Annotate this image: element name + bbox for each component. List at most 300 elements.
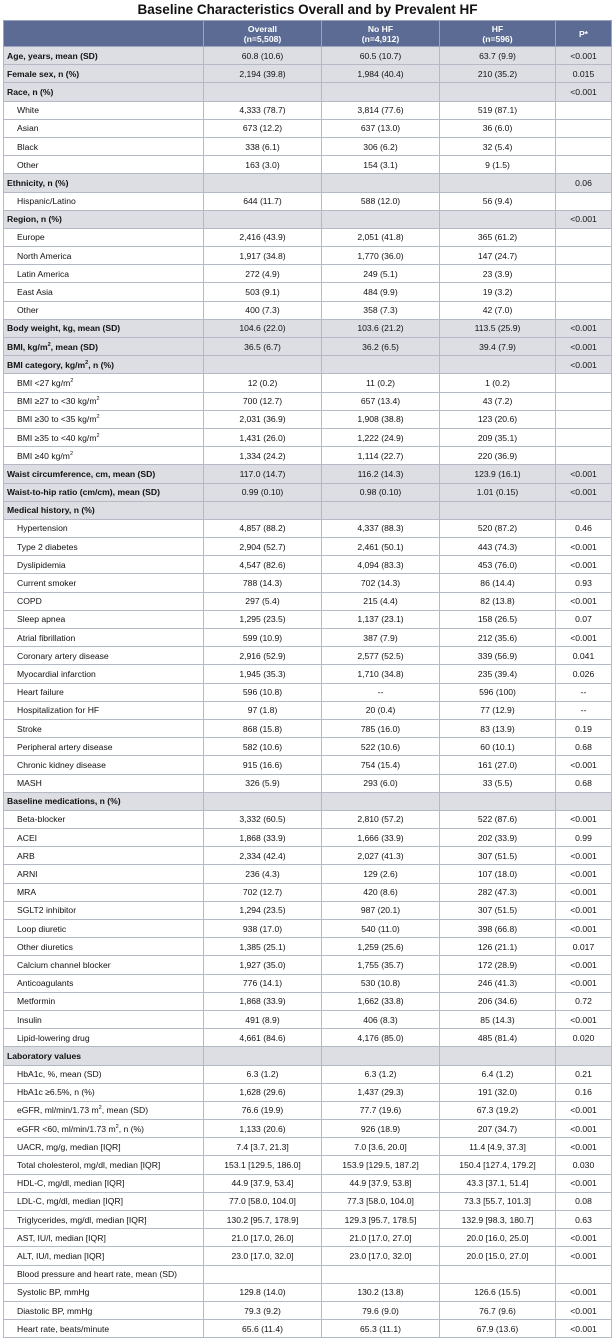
overall-cell: 163 (3.0) xyxy=(204,156,322,174)
no-hf-cell xyxy=(322,210,440,228)
overall-cell: 65.6 (11.4) xyxy=(204,1320,322,1338)
table-row xyxy=(4,1010,612,1028)
no-hf-cell: 387 (7.9) xyxy=(322,629,440,647)
table-row xyxy=(4,774,612,792)
p-value-cell: 0.46 xyxy=(556,519,612,537)
hf-cell: 246 (41.3) xyxy=(440,974,556,992)
row-label: UACR, mg/g, median [IQR] xyxy=(4,1138,204,1156)
no-hf-cell: 1,710 (34.8) xyxy=(322,665,440,683)
table-title: Baseline Characteristics Overall and by Prevalent HF xyxy=(137,2,478,17)
overall-cell: 1,868 (33.9) xyxy=(204,992,322,1010)
table-row xyxy=(4,629,612,647)
no-hf-cell: 4,337 (88.3) xyxy=(322,519,440,537)
p-value-cell: 0.63 xyxy=(556,1211,612,1229)
p-value-cell xyxy=(556,1047,612,1065)
p-value-cell: <0.001 xyxy=(556,210,612,228)
row-label: eGFR <60, ml/min/1.73 $m^2$, n (%) xyxy=(4,1120,204,1138)
p-value-cell xyxy=(556,247,612,265)
header-no-hf xyxy=(322,21,440,47)
hf-cell: 86 (14.4) xyxy=(440,574,556,592)
hf-cell xyxy=(440,210,556,228)
no-hf-cell xyxy=(322,1265,440,1283)
row-label: East Asia xyxy=(4,283,204,301)
row-label: MRA xyxy=(4,883,204,901)
header-overall-n: (n=5,508) xyxy=(243,33,282,44)
hf-cell: 596 (100) xyxy=(440,683,556,701)
p-value-cell xyxy=(556,137,612,155)
overall-cell: 868 (15.8) xyxy=(204,719,322,737)
table-row xyxy=(4,228,612,246)
overall-cell: 3,332 (60.5) xyxy=(204,810,322,828)
row-label: North America xyxy=(4,247,204,265)
overall-cell: 21.0 [17.0, 26.0] xyxy=(204,1229,322,1247)
overall-cell: 2,194 (39.8) xyxy=(204,65,322,83)
no-hf-cell xyxy=(322,792,440,810)
hf-cell: 282 (47.3) xyxy=(440,883,556,901)
p-value-cell: -- xyxy=(556,701,612,719)
overall-cell xyxy=(204,174,322,192)
no-hf-cell: 36.2 (6.5) xyxy=(322,338,440,356)
row-label: BMI ≥27 to <30 $kg/m^2$ xyxy=(4,392,204,410)
row-label: Sleep apnea xyxy=(4,610,204,628)
header-hf xyxy=(440,21,556,47)
row-label: Other diuretics xyxy=(4,938,204,956)
overall-cell: 1,945 (35.3) xyxy=(204,665,322,683)
hf-cell xyxy=(440,1265,556,1283)
no-hf-cell: -- xyxy=(322,683,440,701)
no-hf-cell: 65.3 (11.1) xyxy=(322,1320,440,1338)
no-hf-cell: 20 (0.4) xyxy=(322,701,440,719)
row-label: Triglycerides, mg/dl, median [IQR] xyxy=(4,1211,204,1229)
overall-cell: 1,927 (35.0) xyxy=(204,956,322,974)
overall-cell: 79.3 (9.2) xyxy=(204,1301,322,1319)
overall-cell: 702 (12.7) xyxy=(204,883,322,901)
row-label: Lipid-lowering drug xyxy=(4,1029,204,1047)
row-label: Black xyxy=(4,137,204,155)
table-row xyxy=(4,701,612,719)
p-value-cell: <0.001 xyxy=(556,483,612,501)
no-hf-cell: 540 (11.0) xyxy=(322,920,440,938)
p-value-cell: <0.001 xyxy=(556,756,612,774)
header-overall-label: Overall xyxy=(247,23,278,34)
header-hf-n: (n=596) xyxy=(482,33,513,44)
hf-cell: 23 (3.9) xyxy=(440,265,556,283)
hf-cell: 33 (5.5) xyxy=(440,774,556,792)
p-value-cell: 0.030 xyxy=(556,1156,612,1174)
overall-cell: 599 (10.9) xyxy=(204,629,322,647)
row-label: Myocardial infarction xyxy=(4,665,204,683)
table-row xyxy=(4,920,612,938)
p-value-cell xyxy=(556,265,612,283)
table-row xyxy=(4,647,612,665)
no-hf-cell: 484 (9.9) xyxy=(322,283,440,301)
header-no-hf-label: No HF xyxy=(367,23,394,34)
header-overall xyxy=(204,21,322,47)
p-value-cell: -- xyxy=(556,683,612,701)
overall-cell: 272 (4.9) xyxy=(204,265,322,283)
table-row xyxy=(4,1101,612,1119)
table-row xyxy=(4,410,612,428)
overall-cell: 776 (14.1) xyxy=(204,974,322,992)
p-value-cell: <0.001 xyxy=(556,1138,612,1156)
overall-cell: 1,294 (23.5) xyxy=(204,901,322,919)
table-row xyxy=(4,1156,612,1174)
overall-cell xyxy=(204,356,322,374)
overall-cell: 1,133 (20.6) xyxy=(204,1120,322,1138)
overall-cell: 0.99 (0.10) xyxy=(204,483,322,501)
no-hf-cell xyxy=(322,174,440,192)
row-label: Race, n (%) xyxy=(4,83,204,101)
no-hf-cell xyxy=(322,83,440,101)
row-label: Other xyxy=(4,301,204,319)
overall-cell: 673 (12.2) xyxy=(204,119,322,137)
no-hf-cell: 215 (4.4) xyxy=(322,592,440,610)
hf-cell: 39.4 (7.9) xyxy=(440,338,556,356)
overall-cell: 129.8 (14.0) xyxy=(204,1283,322,1301)
no-hf-cell: 1,755 (35.7) xyxy=(322,956,440,974)
table-row xyxy=(4,865,612,883)
row-label: LDL-C, mg/dl, median [IQR] xyxy=(4,1192,204,1210)
no-hf-cell: 657 (13.4) xyxy=(322,392,440,410)
p-value-cell: <0.001 xyxy=(556,1120,612,1138)
table-row xyxy=(4,247,612,265)
row-label: Heart rate, beats/minute xyxy=(4,1320,204,1338)
no-hf-cell: 44.9 [37.9, 53.8] xyxy=(322,1174,440,1192)
row-label: Age, years, mean (SD) xyxy=(4,47,204,65)
hf-cell: 307 (51.5) xyxy=(440,901,556,919)
hf-cell: 11.4 [4.9, 37.3] xyxy=(440,1138,556,1156)
row-label: BMI category, $kg/m^2$, n (%) xyxy=(4,356,204,374)
no-hf-cell: 4,176 (85.0) xyxy=(322,1029,440,1047)
overall-cell: 2,334 (42.4) xyxy=(204,847,322,865)
table-row xyxy=(4,1083,612,1101)
overall-cell: 153.1 [129.5, 186.0] xyxy=(204,1156,322,1174)
section-row xyxy=(4,83,612,101)
hf-cell: 9 (1.5) xyxy=(440,156,556,174)
hf-cell: 6.4 (1.2) xyxy=(440,1065,556,1083)
p-value-cell: <0.001 xyxy=(556,338,612,356)
overall-cell: 104.6 (22.0) xyxy=(204,319,322,337)
p-value-cell: <0.001 xyxy=(556,465,612,483)
hf-cell: 123 (20.6) xyxy=(440,410,556,428)
hf-cell: 77 (12.9) xyxy=(440,701,556,719)
hf-cell: 522 (87.6) xyxy=(440,810,556,828)
row-label: Body weight, kg, mean (SD) xyxy=(4,319,204,337)
overall-cell: 1,334 (24.2) xyxy=(204,447,322,465)
hf-cell: 20.0 [15.0, 27.0] xyxy=(440,1247,556,1265)
no-hf-cell: 406 (8.3) xyxy=(322,1010,440,1028)
p-value-cell: 0.026 xyxy=(556,665,612,683)
p-value-cell xyxy=(556,792,612,810)
no-hf-cell: 588 (12.0) xyxy=(322,192,440,210)
table-row xyxy=(4,974,612,992)
overall-cell: 644 (11.7) xyxy=(204,192,322,210)
no-hf-cell: 3,814 (77.6) xyxy=(322,101,440,119)
overall-cell: 23.0 [17.0, 32.0] xyxy=(204,1247,322,1265)
p-value-cell: <0.001 xyxy=(556,629,612,647)
no-hf-cell: 1,984 (40.4) xyxy=(322,65,440,83)
row-label: AST, IU/l, median [IQR] xyxy=(4,1229,204,1247)
hf-cell: 443 (74.3) xyxy=(440,538,556,556)
no-hf-cell: 1,222 (24.9) xyxy=(322,428,440,446)
section-row xyxy=(4,792,612,810)
overall-cell xyxy=(204,1047,322,1065)
overall-cell: 97 (1.8) xyxy=(204,701,322,719)
hf-cell: 1 (0.2) xyxy=(440,374,556,392)
hf-cell: 202 (33.9) xyxy=(440,829,556,847)
p-value-cell: <0.001 xyxy=(556,592,612,610)
hf-cell xyxy=(440,1047,556,1065)
row-label: BMI, $kg/m^2$, mean (SD) xyxy=(4,338,204,356)
p-value-cell: <0.001 xyxy=(556,974,612,992)
no-hf-cell: 23.0 [17.0, 32.0] xyxy=(322,1247,440,1265)
table-row xyxy=(4,283,612,301)
no-hf-cell: 1,114 (22.7) xyxy=(322,447,440,465)
row-label: Hospitalization for HF xyxy=(4,701,204,719)
row-label: Beta-blocker xyxy=(4,810,204,828)
no-hf-cell: 129.3 [95.7, 178.5] xyxy=(322,1211,440,1229)
overall-cell: 297 (5.4) xyxy=(204,592,322,610)
row-label: ALT, IU/l, median [IQR] xyxy=(4,1247,204,1265)
overall-cell xyxy=(204,792,322,810)
p-value-cell xyxy=(556,501,612,519)
overall-cell xyxy=(204,83,322,101)
row-label: ACEI xyxy=(4,829,204,847)
overall-cell: 2,916 (52.9) xyxy=(204,647,322,665)
no-hf-cell: 1,437 (29.3) xyxy=(322,1083,440,1101)
p-value-cell: 0.07 xyxy=(556,610,612,628)
p-value-cell: <0.001 xyxy=(556,1247,612,1265)
hf-cell: 126 (21.1) xyxy=(440,938,556,956)
p-value-cell: <0.001 xyxy=(556,865,612,883)
p-value-cell: 0.16 xyxy=(556,1083,612,1101)
section-row xyxy=(4,356,612,374)
row-label: Atrial fibrillation xyxy=(4,629,204,647)
row-label: HbA1c, %, mean (SD) xyxy=(4,1065,204,1083)
hf-cell: 73.3 [55.7, 101.3] xyxy=(440,1192,556,1210)
row-label: Latin America xyxy=(4,265,204,283)
overall-cell: 4,333 (78.7) xyxy=(204,101,322,119)
row-label: Dyslipidemia xyxy=(4,556,204,574)
overall-cell: 582 (10.6) xyxy=(204,738,322,756)
section-row xyxy=(4,319,612,337)
overall-cell: 1,628 (29.6) xyxy=(204,1083,322,1101)
row-label: Insulin xyxy=(4,1010,204,1028)
no-hf-cell: 60.5 (10.7) xyxy=(322,47,440,65)
table-row xyxy=(4,556,612,574)
table-row xyxy=(4,265,612,283)
p-value-cell xyxy=(556,374,612,392)
overall-cell: 7.4 [3.7, 21.3] xyxy=(204,1138,322,1156)
p-value-cell: <0.001 xyxy=(556,1174,612,1192)
table-row xyxy=(4,1065,612,1083)
hf-cell: 150.4 [127.4, 179.2] xyxy=(440,1156,556,1174)
hf-cell: 398 (66.8) xyxy=(440,920,556,938)
section-row xyxy=(4,1047,612,1065)
no-hf-cell: 79.6 (9.0) xyxy=(322,1301,440,1319)
no-hf-cell: 153.9 [129.5, 187.2] xyxy=(322,1156,440,1174)
table-row xyxy=(4,119,612,137)
overall-cell: 503 (9.1) xyxy=(204,283,322,301)
row-label: Female sex, n (%) xyxy=(4,65,204,83)
header-characteristic xyxy=(4,21,204,47)
no-hf-cell: 293 (6.0) xyxy=(322,774,440,792)
p-value-cell xyxy=(556,228,612,246)
table-row xyxy=(4,1211,612,1229)
no-hf-cell: 2,577 (52.5) xyxy=(322,647,440,665)
table-row xyxy=(4,538,612,556)
p-value-cell: <0.001 xyxy=(556,1010,612,1028)
p-value-cell: <0.001 xyxy=(556,356,612,374)
hf-cell xyxy=(440,356,556,374)
hf-cell: 42 (7.0) xyxy=(440,301,556,319)
hf-cell: 36 (6.0) xyxy=(440,119,556,137)
row-label: BMI ≥35 to <40 $kg/m^2$ xyxy=(4,428,204,446)
p-value-cell: 0.020 xyxy=(556,1029,612,1047)
hf-cell: 1.01 (0.15) xyxy=(440,483,556,501)
table-row xyxy=(4,301,612,319)
table-row xyxy=(4,810,612,828)
p-value-cell xyxy=(556,283,612,301)
no-hf-cell: 420 (8.6) xyxy=(322,883,440,901)
no-hf-cell: 754 (15.4) xyxy=(322,756,440,774)
overall-cell: 1,431 (26.0) xyxy=(204,428,322,446)
no-hf-cell: 11 (0.2) xyxy=(322,374,440,392)
table-row xyxy=(4,683,612,701)
no-hf-cell: 7.0 [3.6, 20.0] xyxy=(322,1138,440,1156)
table-row xyxy=(4,1229,612,1247)
overall-cell: 4,857 (88.2) xyxy=(204,519,322,537)
overall-cell: 76.6 (19.9) xyxy=(204,1101,322,1119)
row-label: COPD xyxy=(4,592,204,610)
table-row xyxy=(4,883,612,901)
hf-cell: 56 (9.4) xyxy=(440,192,556,210)
row-label: Blood pressure and heart rate, mean (SD) xyxy=(4,1265,204,1283)
hf-cell: 191 (32.0) xyxy=(440,1083,556,1101)
p-value-cell xyxy=(556,192,612,210)
row-label: Coronary artery disease xyxy=(4,647,204,665)
hf-cell: 83 (13.9) xyxy=(440,719,556,737)
table-row xyxy=(4,1247,612,1265)
p-value-cell: 0.015 xyxy=(556,65,612,83)
no-hf-cell: 2,461 (50.1) xyxy=(322,538,440,556)
hf-cell: 76.7 (9.6) xyxy=(440,1301,556,1319)
row-label: Other xyxy=(4,156,204,174)
row-label: Chronic kidney disease xyxy=(4,756,204,774)
table-row xyxy=(4,447,612,465)
overall-cell: 491 (8.9) xyxy=(204,1010,322,1028)
table-row xyxy=(4,665,612,683)
hf-cell: 209 (35.1) xyxy=(440,428,556,446)
overall-cell: 117.0 (14.7) xyxy=(204,465,322,483)
hf-cell: 339 (56.9) xyxy=(440,647,556,665)
section-row xyxy=(4,465,612,483)
section-row xyxy=(4,501,612,519)
p-value-cell xyxy=(556,447,612,465)
header-p-label: P* xyxy=(578,28,589,39)
hf-cell: 19 (3.2) xyxy=(440,283,556,301)
hf-cell: 67.3 (19.2) xyxy=(440,1101,556,1119)
no-hf-cell: 2,027 (41.3) xyxy=(322,847,440,865)
table-row xyxy=(4,1301,612,1319)
row-label: HDL-C, mg/dl, median [IQR] xyxy=(4,1174,204,1192)
row-label: Hypertension xyxy=(4,519,204,537)
hf-cell: 519 (87.1) xyxy=(440,101,556,119)
p-value-cell: 0.017 xyxy=(556,938,612,956)
p-value-cell xyxy=(556,301,612,319)
hf-cell: 132.9 [98.3, 180.7] xyxy=(440,1211,556,1229)
p-value-cell: <0.001 xyxy=(556,810,612,828)
overall-cell: 77.0 [58.0, 104.0] xyxy=(204,1192,322,1210)
row-label: Calcium channel blocker xyxy=(4,956,204,974)
no-hf-cell xyxy=(322,501,440,519)
overall-cell: 60.8 (10.6) xyxy=(204,47,322,65)
p-value-cell: <0.001 xyxy=(556,1101,612,1119)
p-value-cell: 0.99 xyxy=(556,829,612,847)
no-hf-cell: 987 (20.1) xyxy=(322,901,440,919)
p-value-cell: <0.001 xyxy=(556,901,612,919)
hf-cell: 60 (10.1) xyxy=(440,738,556,756)
p-value-cell: <0.001 xyxy=(556,956,612,974)
row-label: Heart failure xyxy=(4,683,204,701)
header-row xyxy=(4,21,612,47)
overall-cell: 1,917 (34.8) xyxy=(204,247,322,265)
no-hf-cell: 2,810 (57.2) xyxy=(322,810,440,828)
no-hf-cell: 249 (5.1) xyxy=(322,265,440,283)
row-label: eGFR, ml/min/1.73 $m^2$, mean (SD) xyxy=(4,1101,204,1119)
table-row xyxy=(4,738,612,756)
section-row xyxy=(4,338,612,356)
no-hf-cell: 0.98 (0.10) xyxy=(322,483,440,501)
hf-cell xyxy=(440,792,556,810)
table-row xyxy=(4,428,612,446)
row-label: Peripheral artery disease xyxy=(4,738,204,756)
hf-cell: 43 (7.2) xyxy=(440,392,556,410)
no-hf-cell: 21.0 [17.0, 27.0] xyxy=(322,1229,440,1247)
overall-cell xyxy=(204,501,322,519)
hf-cell: 63.7 (9.9) xyxy=(440,47,556,65)
overall-cell: 1,385 (25.1) xyxy=(204,938,322,956)
no-hf-cell: 154 (3.1) xyxy=(322,156,440,174)
p-value-cell: <0.001 xyxy=(556,538,612,556)
no-hf-cell: 2,051 (41.8) xyxy=(322,228,440,246)
overall-cell: 1,868 (33.9) xyxy=(204,829,322,847)
overall-cell: 2,904 (52.7) xyxy=(204,538,322,556)
row-label: White xyxy=(4,101,204,119)
hf-cell: 212 (35.6) xyxy=(440,629,556,647)
table-header xyxy=(4,21,612,47)
row-label: Stroke xyxy=(4,719,204,737)
p-value-cell xyxy=(556,101,612,119)
table-row xyxy=(4,829,612,847)
no-hf-cell: 129 (2.6) xyxy=(322,865,440,883)
overall-cell: 6.3 (1.2) xyxy=(204,1065,322,1083)
hf-cell: 85 (14.3) xyxy=(440,1010,556,1028)
header-p-value xyxy=(556,21,612,47)
p-value-cell: <0.001 xyxy=(556,1301,612,1319)
no-hf-cell: 785 (16.0) xyxy=(322,719,440,737)
p-value-cell: <0.001 xyxy=(556,1229,612,1247)
overall-cell: 338 (6.1) xyxy=(204,137,322,155)
hf-cell: 107 (18.0) xyxy=(440,865,556,883)
no-hf-cell: 1,662 (33.8) xyxy=(322,992,440,1010)
overall-cell: 938 (17.0) xyxy=(204,920,322,938)
p-value-cell: <0.001 xyxy=(556,47,612,65)
no-hf-cell: 1,908 (38.8) xyxy=(322,410,440,428)
no-hf-cell: 306 (6.2) xyxy=(322,137,440,155)
hf-cell: 113.5 (25.9) xyxy=(440,319,556,337)
no-hf-cell: 522 (10.6) xyxy=(322,738,440,756)
